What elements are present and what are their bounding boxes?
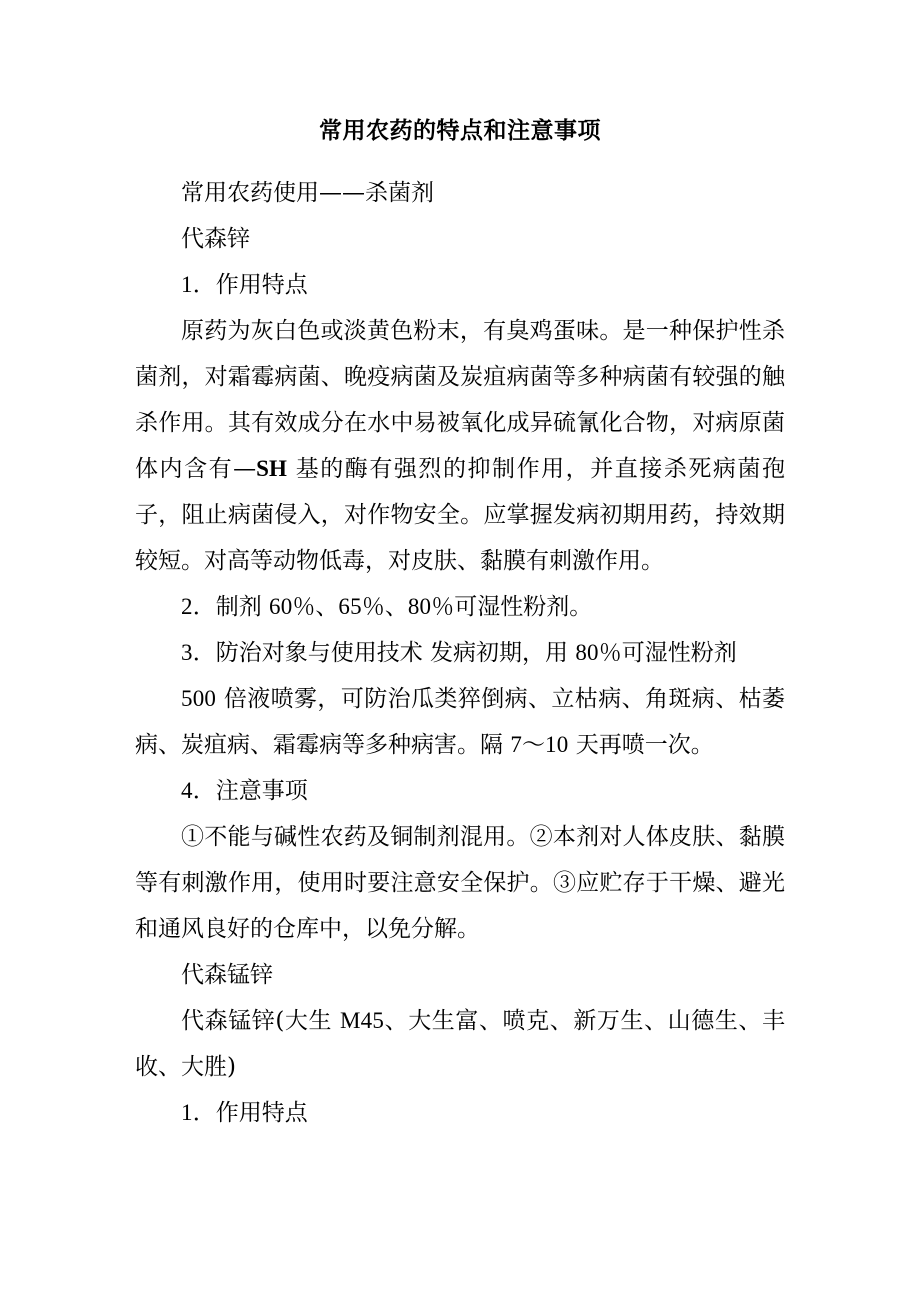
daisenmengxin-trade-names: 代森锰锌(大生 M45、大生富、喷克、新万生、山德生、丰收、大胜)	[135, 1008, 786, 1080]
section-heading-fungicide: 常用农药使用——杀菌剂	[181, 180, 434, 206]
item-1-action-characteristics-label: 1．作用特点	[181, 272, 308, 298]
subsection-heading-daisenxin: 代森锌	[181, 226, 250, 252]
latin-run: 1	[181, 1100, 193, 1125]
latin-run: 60	[269, 594, 293, 619]
item-4-precautions-label: 4．注意事项	[181, 778, 308, 804]
latin-run: 80	[407, 594, 432, 619]
item-4-precautions-text: ①不能与碱性农药及铜制剂混用。②本剂对人体皮肤、黏膜等有刺激作用，使用时要注意安全保护。③应贮存于干燥、避光和通风良好的仓库中，以免分解。	[135, 824, 785, 942]
latin-run: SH	[256, 456, 287, 481]
subsection-heading-daisenmengxin: 代森锰锌	[181, 962, 273, 988]
item-2-formulations: 2．制剂 60％、65％、80％可湿性粉剂。	[181, 594, 593, 620]
latin-run: 1	[181, 272, 193, 297]
latin-run: 10	[545, 732, 569, 757]
daisenmengxin-item-1-label: 1．作用特点	[181, 1100, 308, 1126]
document-content	[135, 108, 785, 1136]
item-3-targets-and-technique-line2: 500 倍液喷雾，可防治瓜类猝倒病、立枯病、角斑病、枯萎病、炭疽病、霜霉病等多种病害。隔 7～10 天再喷一次。	[135, 686, 785, 758]
item-1-action-characteristics-text: 原药为灰白色或淡黄色粉末，有臭鸡蛋味。是一种保护性杀菌剂，对霜霉病菌、晚疫病菌及炭疽病菌等多种病菌有较强的触杀作用。其有效成分在水中易被氧化成异硫氰化合物，对病原菌体内含有—SH 基的酶有强烈的抑制作用，并直接杀死病菌孢子，阻止病菌侵入，对作物安全。应掌握发病初期用药，持效期较短。对高等动物低毒，对皮肤、黏膜有刺激作用。	[135, 318, 786, 574]
latin-run: 3	[181, 640, 193, 665]
latin-run: 2	[181, 594, 193, 619]
latin-run: M45	[339, 1008, 385, 1033]
latin-run: 7	[510, 732, 523, 757]
latin-run: 4	[181, 778, 193, 803]
latin-run: 65	[338, 594, 362, 619]
latin-run: 500	[181, 686, 217, 711]
item-3-targets-and-technique-line1: 3．防治对象与使用技术 发病初期，用 80％可湿性粉剂	[181, 640, 737, 666]
page-title: 常用农药的特点和注意事项	[319, 117, 601, 144]
latin-run: 80	[575, 640, 599, 665]
